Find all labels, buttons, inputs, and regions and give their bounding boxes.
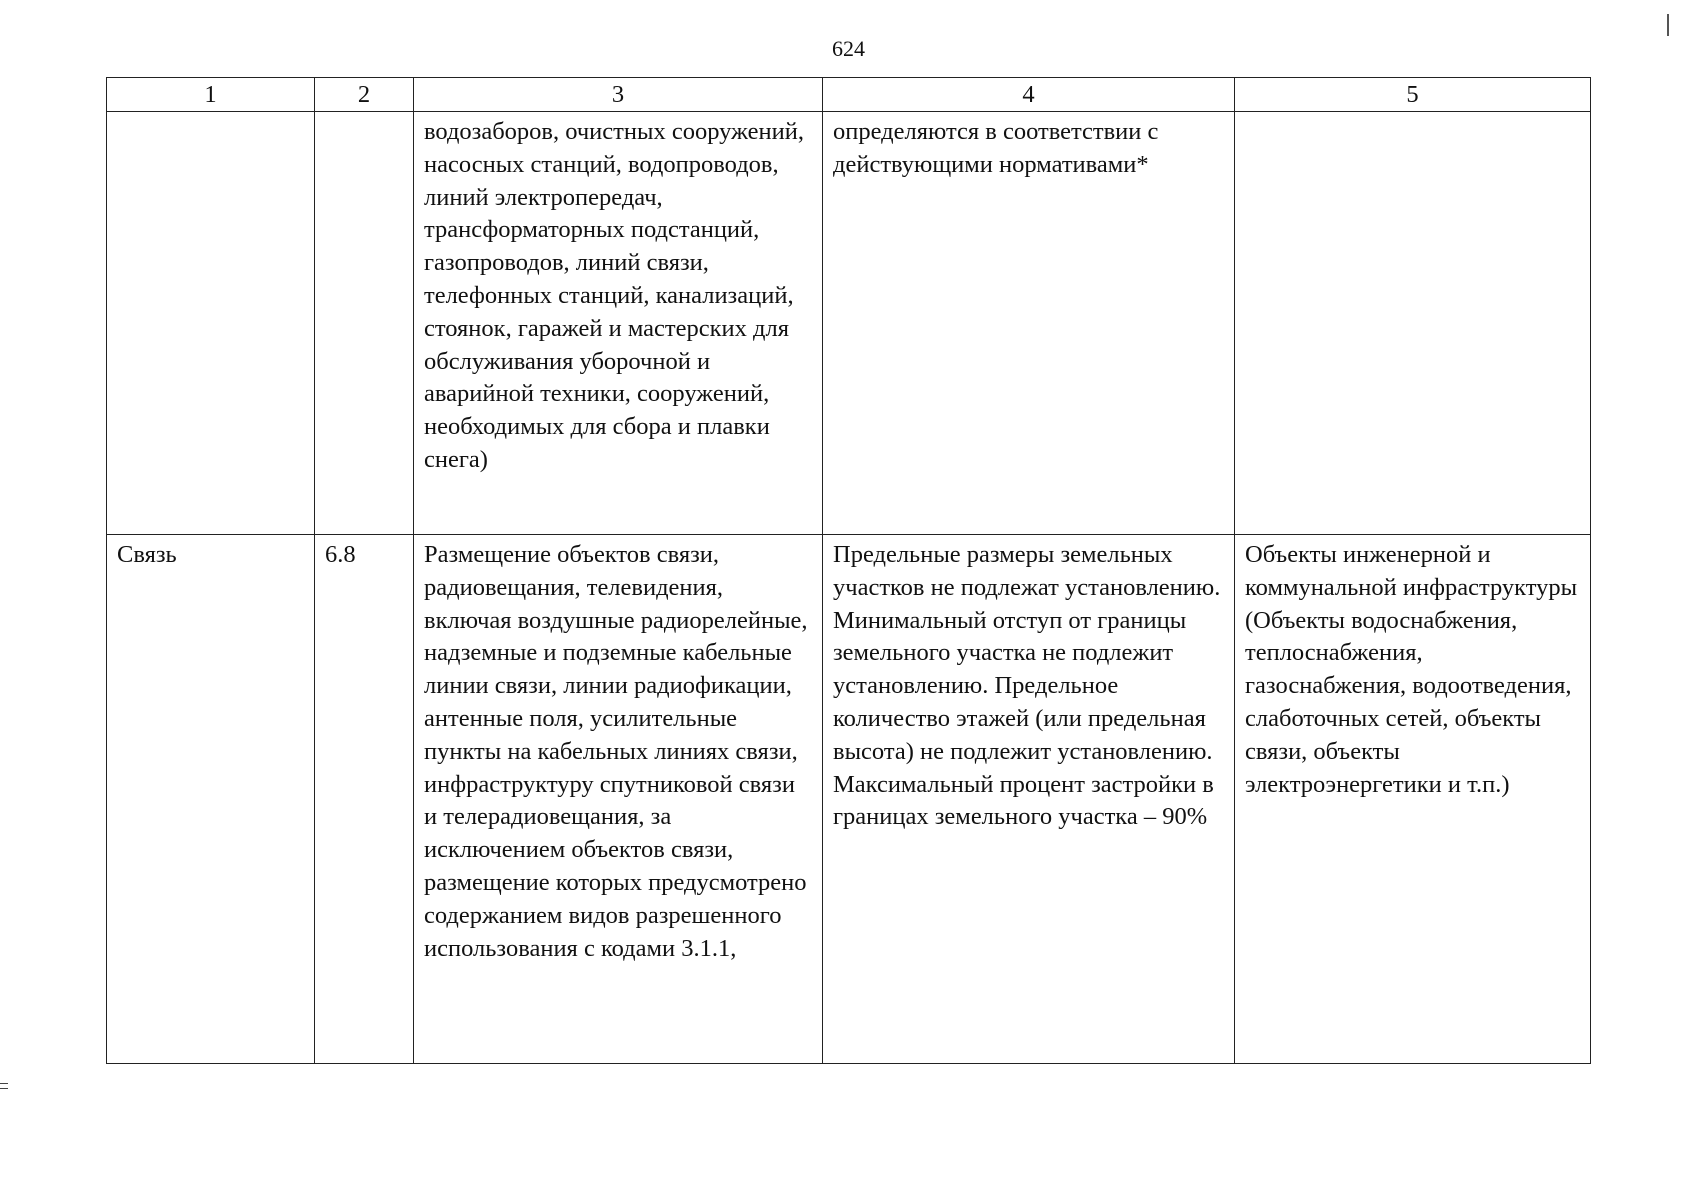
use-description-cell: Размещение объектов связи, радиовещания, телевидения, включая воздушные радиорелейные, надземные и подземные кабельные линии связи, линии радиофикации, антенные поля, усилительные пункты на кабельных линиях связи, инфраструктуру спутниковой связи и телерадиовещания, за исключением объектов связи, размещение которых предусмотрено содержанием видов разрешенного использования с кодами 3.1.1,: [414, 535, 823, 1064]
table-row: [107, 535, 1591, 1064]
parameters-cell: определяются в соответствии с действующими нормативами*: [823, 112, 1235, 535]
related-objects-cell: Объекты инженерной и коммунальной инфраструктуры (Объекты водоснабжения, теплоснабжения, газоснабжения, водоотведения, слаботочных сетей, объекты связи, объекты электроэнергетики и т.п.): [1235, 535, 1591, 1064]
table-row: [107, 112, 1591, 535]
margin-mark: [0, 1083, 8, 1089]
use-description-cell: водозаборов, очистных сооружений, насосных станций, водопроводов, линий электропередач, трансформаторных подстанций, газопроводов, линий связи, телефонных станций, канализаций, стоянок, гаражей и мастерских для обслуживания уборочной и аварийной техники, сооружений, необходимых для сбора и плавки снега): [414, 112, 823, 535]
use-name-cell: [107, 112, 315, 535]
related-objects-cell: [1235, 112, 1591, 535]
use-code-cell: 6.8: [315, 535, 414, 1064]
parameters-cell: Предельные размеры земельных участков не подлежат установлению. Минимальный отступ от границы земельного участка не подлежит установлению. Предельное количество этажей (или предельная высота) не подлежит установлению. Максимальный процент застройки в границах земельного участка – 90%: [823, 535, 1235, 1064]
regulation-table: [106, 77, 1591, 1064]
column-header-3: 3: [414, 78, 823, 112]
use-code-cell: [315, 112, 414, 535]
column-header-1: 1: [107, 78, 315, 112]
use-name-cell: Связь: [107, 535, 315, 1064]
page-number: 624: [832, 36, 865, 61]
column-header-5: 5: [1235, 78, 1591, 112]
column-header-2: 2: [315, 78, 414, 112]
scan-edge-mark: [1667, 14, 1669, 36]
column-header-4: 4: [823, 78, 1235, 112]
table-header-row: [107, 78, 1591, 112]
